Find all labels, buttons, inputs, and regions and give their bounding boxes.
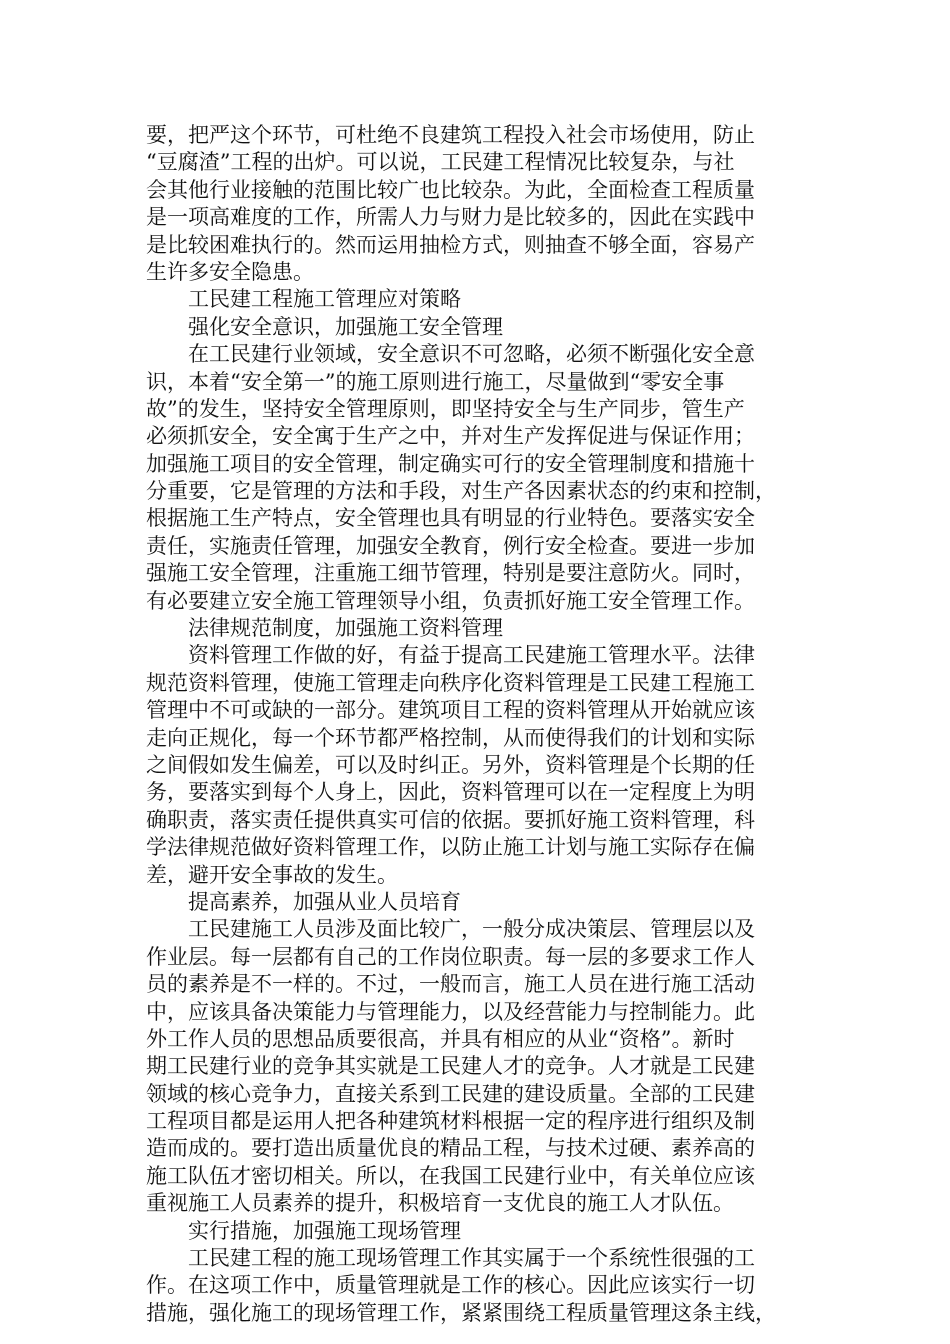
- text-line: 规范资料管理，使施工管理走向秩序化资料管理是工民建工程施工: [146, 670, 755, 695]
- text-line: 工民建工程的施工现场管理工作其实属于一个系统性很强的工: [188, 1246, 755, 1271]
- text-line: 施工队伍才密切相关。所以，在我国工民建行业中，有关单位应该: [146, 1163, 755, 1188]
- text-line: 根据施工生产特点，安全管理也具有明显的行业特色。要落实安全: [146, 506, 755, 531]
- text-line: 是一项高难度的工作，所需人力与财力是比较多的，因此在实践中: [146, 205, 755, 230]
- text-line: 作。在这项工作中，质量管理就是工作的核心。因此应该实行一切: [146, 1273, 755, 1298]
- text-line: 实行措施，加强施工现场管理: [188, 1218, 461, 1243]
- text-line: 工民建施工人员涉及面比较广，一般分成决策层、管理层以及: [188, 917, 755, 942]
- text-line: 资料管理工作做的好，有益于提高工民建施工管理水平。法律: [188, 643, 755, 668]
- text-line: 务，要落实到每个人身上，因此，资料管理可以在一定程度上为明: [146, 780, 755, 805]
- text-line: 差，避开安全事故的发生。: [146, 862, 398, 887]
- text-line: 工程项目都是运用人把各种建筑材料根据一定的程序进行组织及制: [146, 1109, 755, 1134]
- text-line: 故”的发生，坚持安全管理原则，即坚持安全与生产同步，管生产: [146, 396, 745, 421]
- text-line: 领域的核心竞争力，直接关系到工民建的建设质量。全部的工民建: [146, 1081, 755, 1106]
- text-line: 加强施工项目的安全管理，制定确实可行的安全管理制度和措施十: [146, 451, 755, 476]
- text-line: 外工作人员的思想品质要很高，并具有相应的从业“资格”。新时: [146, 1026, 735, 1051]
- text-line: 提高素养，加强从业人员培育: [188, 889, 461, 914]
- text-line: 会其他行业接触的范围比较广也比较杂。为此，全面检查工程质量: [146, 177, 755, 202]
- text-line: 强化安全意识，加强施工安全管理: [188, 314, 503, 339]
- text-line: 造而成的。要打造出质量优良的精品工程，与技术过硬、素养高的: [146, 1136, 755, 1161]
- text-line: 管理中不可或缺的一部分。建筑项目工程的资料管理从开始就应该: [146, 698, 755, 723]
- text-line: 是比较困难执行的。然而运用抽检方式，则抽查不够全面，容易产: [146, 232, 755, 257]
- text-line: 生许多安全隐患。: [146, 259, 314, 284]
- text-line: 分重要，它是管理的方法和手段，对生产各因素状态的约束和控制，: [146, 479, 776, 504]
- text-line: 识，本着“安全第一”的施工原则进行施工，尽量做到“零安全事: [146, 369, 725, 394]
- document-page: [146, 122, 806, 1327]
- text-line: 责任，实施责任管理，加强安全教育，例行安全检查。要进一步加: [146, 533, 755, 558]
- text-line: 法律规范制度，加强施工资料管理: [188, 616, 503, 641]
- text-line: 有必要建立安全施工管理领导小组，负责抓好施工安全管理工作。: [146, 588, 755, 613]
- text-line: 措施，强化施工的现场管理工作，紧紧围绕工程质量管理这条主线，: [146, 1300, 776, 1325]
- text-line: “豆腐渣”工程的出炉。可以说，工民建工程情况比较复杂，与社: [146, 150, 735, 175]
- text-line: 员的素养是不一样的。不过，一般而言，施工人员在进行施工活动: [146, 972, 755, 997]
- text-line: 之间假如发生偏差，可以及时纠正。另外，资料管理是个长期的任: [146, 752, 755, 777]
- text-line: 中，应该具备决策能力与管理能力，以及经营能力与控制能力。此: [146, 999, 755, 1024]
- text-line: 作业层。每一层都有自己的工作岗位职责。每一层的多要求工作人: [146, 944, 755, 969]
- text-line: 期工民建行业的竞争其实就是工民建人才的竞争。人才就是工民建: [146, 1054, 755, 1079]
- text-line: 学法律规范做好资料管理工作，以防止施工计划与施工实际存在偏: [146, 835, 755, 860]
- text-line: 必须抓安全，安全寓于生产之中，并对生产发挥促进与保证作用；: [146, 424, 755, 449]
- text-line: 在工民建行业领域，安全意识不可忽略，必须不断强化安全意: [188, 342, 755, 367]
- text-line: 强施工安全管理，注重施工细节管理，特别是要注意防火。同时，: [146, 561, 755, 586]
- text-line: 重视施工人员素养的提升，积极培育一支优良的施工人才队伍。: [146, 1191, 734, 1216]
- text-line: 要，把严这个环节，可杜绝不良建筑工程投入社会市场使用，防止: [146, 123, 755, 147]
- text-line: 走向正规化，每一个环节都严格控制，从而使得我们的计划和实际: [146, 725, 755, 750]
- text-line: 工民建工程施工管理应对策略: [188, 287, 461, 312]
- text-line: 确职责，落实责任提供真实可信的依据。要抓好施工资料管理，科: [146, 807, 755, 832]
